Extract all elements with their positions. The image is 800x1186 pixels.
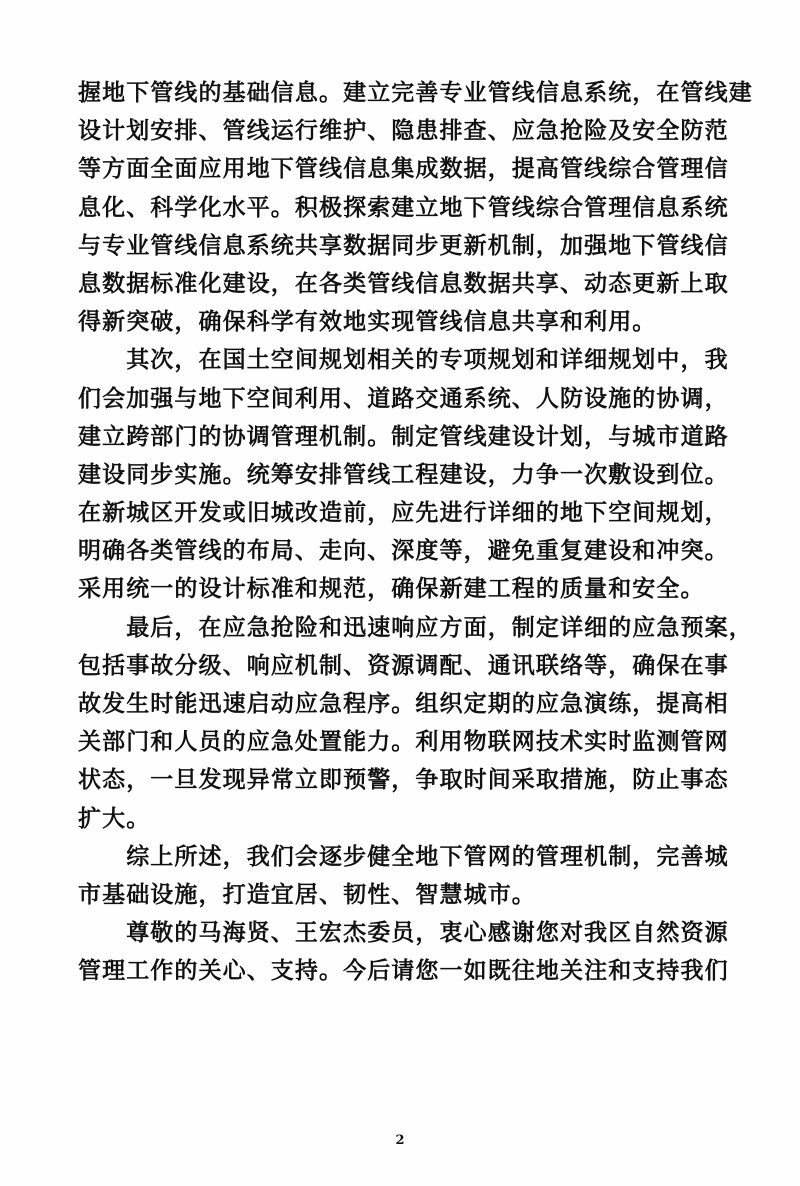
body-text: [78, 74, 753, 991]
text-line: 息化、科学化水平。积极探索建立地下管线综合管理信息系统: [78, 193, 729, 221]
text-line: 等方面全面应用地下管线信息集成数据，提高管线综合管理信: [78, 155, 729, 183]
text-line: 市基础设施，打造宜居、韧性、智慧城市。: [78, 880, 536, 908]
text-line: 建立跨部门的协调管理机制。制定管线建设计划，与城市道路: [78, 422, 729, 450]
text-line: 与专业管线信息系统共享数据同步更新机制，加强地下管线信: [78, 231, 729, 259]
text-line: 设计划安排、管线运行维护、隐患排查、应急抢险及安全防范: [78, 117, 729, 145]
text-line: 采用统一的设计标准和规范，确保新建工程的质量和安全。: [78, 575, 705, 603]
text-line: 包括事故分级、响应机制、资源调配、通讯联络等，确保在事: [78, 651, 729, 679]
text-line: 管理工作的关心、支持。今后请您一如既往地关注和支持我们: [78, 957, 729, 985]
text-line: 扩大。: [78, 804, 151, 832]
text-line: 其次，在国土空间规划相关的专项规划和详细规划中，我: [78, 346, 729, 374]
text-line: 最后，在应急抢险和迅速响应方面，制定详细的应急预案，: [78, 613, 753, 641]
text-line: 在新城区开发或旧城改造前，应先进行详细的地下空间规划，: [78, 499, 729, 527]
text-line: 尊敬的马海贤、王宏杰委员，衷心感谢您对我区自然资源: [78, 919, 729, 947]
text-line: 故发生时能迅速启动应急程序。组织定期的应急演练，提高相: [78, 690, 729, 717]
page-number: 2: [395, 1133, 405, 1148]
text-line: 息数据标准化建设，在各类管线信息数据共享、动态更新上取: [78, 269, 729, 297]
text-line: 握地下管线的基础信息。建立完善专业管线信息系统，在管线建: [78, 79, 753, 106]
text-line: 综上所述，我们会逐步健全地下管网的管理机制，完善城: [78, 842, 729, 870]
text-line: 状态，一旦发现异常立即预警，争取时间采取措施，防止事态: [78, 766, 729, 794]
text-line: 们会加强与地下空间利用、道路交通系统、人防设施的协调，: [78, 384, 729, 412]
text-line: 明确各类管线的布局、走向、深度等，避免重复建设和冲突。: [78, 537, 729, 565]
text-line: 得新突破，确保科学有效地实现管线信息共享和利用。: [78, 308, 657, 336]
text-line: 关部门和人员的应急处置能力。利用物联网技术实时监测管网: [78, 728, 729, 756]
text-line: 建设同步实施。统筹安排管线工程建设，力争一次敷设到位。: [78, 460, 729, 488]
